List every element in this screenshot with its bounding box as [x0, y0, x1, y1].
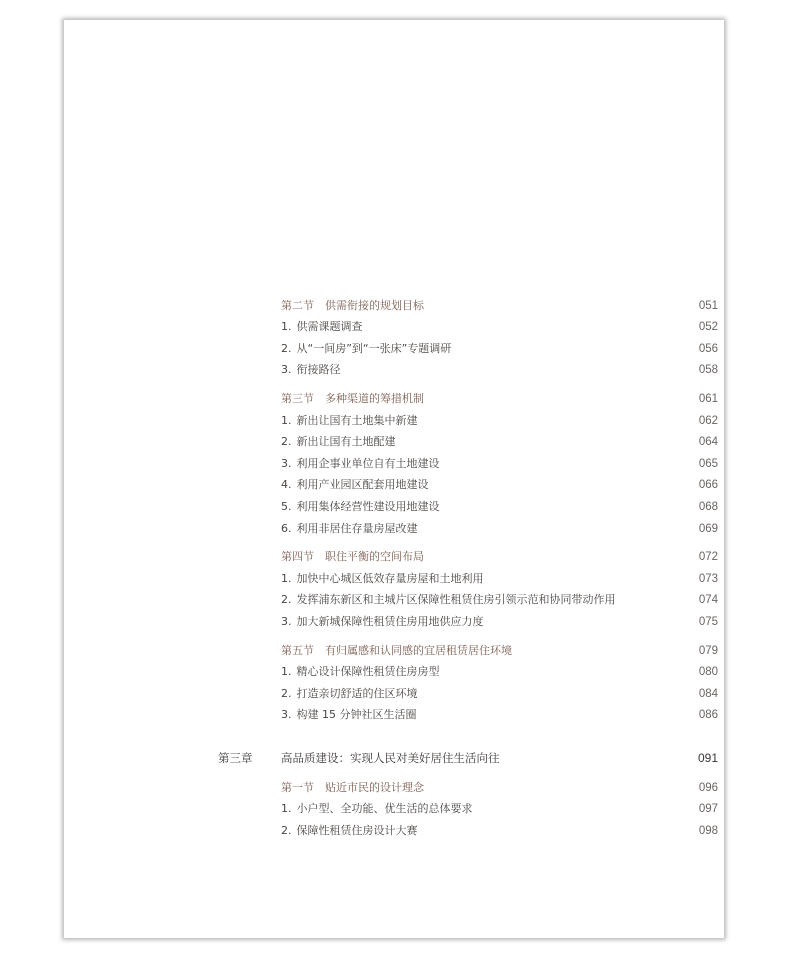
- item-title: 打造亲切舒适的住区环境: [296, 687, 418, 700]
- page-number: 084: [698, 688, 718, 700]
- page-number: 079: [698, 645, 718, 657]
- item-title: 利用非居住存量房屋改建: [296, 522, 418, 535]
- page-number: 061: [698, 393, 718, 405]
- page-number: 056: [698, 343, 718, 355]
- section-title: 贴近市民的设计理念: [325, 781, 424, 794]
- item-number: 2.: [281, 687, 292, 700]
- item-number: 1.: [281, 665, 292, 678]
- page-number: 058: [698, 364, 718, 376]
- page-number: 086: [698, 709, 718, 721]
- item-title: 加大新城保障性租赁住房用地供应力度: [296, 615, 484, 628]
- book-page: [64, 20, 724, 938]
- item-title: 新出让国有土地配建: [296, 435, 396, 448]
- chapter-title: 高品质建设：实现人民对美好居住生活向往: [281, 751, 500, 765]
- item-title: 发挥浦东新区和主城片区保障性租赁住房引领示范和协同带动作用: [296, 593, 616, 606]
- item-title: 保障性租赁住房设计大赛: [296, 824, 418, 837]
- item-title: 供需课题调查: [296, 320, 363, 333]
- item-title: 从“一间房”到“一张床”专题调研: [296, 342, 452, 355]
- item-title: 加快中心城区低效存量房屋和土地利用: [296, 572, 484, 585]
- section-title: 供需衔接的规划目标: [325, 299, 424, 312]
- item-number: 4.: [281, 478, 292, 491]
- section-number: 第一节: [281, 781, 314, 794]
- item-number: 3.: [281, 615, 292, 628]
- page-number: 051: [698, 300, 718, 312]
- section-number: 第二节: [281, 299, 314, 312]
- item-number: 6.: [281, 522, 292, 535]
- item-number: 1.: [281, 414, 292, 427]
- page-number: 074: [698, 594, 718, 606]
- section-number: 第五节: [281, 644, 314, 657]
- item-title: 衔接路径: [296, 363, 341, 376]
- page-number: 052: [698, 321, 718, 333]
- page-number: 064: [698, 436, 718, 448]
- item-number: 2.: [281, 593, 292, 606]
- item-number: 2.: [281, 435, 292, 448]
- table-of-contents: [64, 20, 724, 938]
- page-number: 069: [698, 523, 718, 535]
- page-number: 066: [698, 479, 718, 491]
- item-number: 3.: [281, 708, 292, 721]
- item-title: 新出让国有土地集中新建: [296, 414, 418, 427]
- item-number: 1.: [281, 802, 292, 815]
- page-number: 068: [698, 501, 718, 513]
- item-number: 5.: [281, 500, 292, 513]
- item-number: 3.: [281, 457, 292, 470]
- section-title: 有归属感和认同感的宜居租赁居住环境: [325, 644, 512, 657]
- item-title: 利用企事业单位自有土地建设: [296, 457, 440, 470]
- item-number: 1.: [281, 320, 292, 333]
- item-number: 2.: [281, 342, 292, 355]
- section-number: 第四节: [281, 550, 314, 563]
- page-number: 096: [698, 782, 718, 794]
- page-number: 062: [698, 415, 718, 427]
- chapter-number: 第三章: [218, 751, 253, 765]
- item-number: 3.: [281, 363, 292, 376]
- section-number: 第三节: [281, 392, 314, 405]
- item-number: 1.: [281, 572, 292, 585]
- item-title: 利用产业园区配套用地建设: [296, 478, 429, 491]
- page-number: 098: [698, 825, 718, 837]
- page-number: 072: [698, 551, 718, 563]
- page-number: 073: [698, 573, 718, 585]
- section-title: 多种渠道的筹措机制: [325, 392, 424, 405]
- item-title: 精心设计保障性租赁住房房型: [296, 665, 440, 678]
- page-number: 091: [697, 751, 718, 765]
- page-number: 075: [698, 616, 718, 628]
- item-number: 2.: [281, 824, 292, 837]
- page-number: 080: [698, 666, 718, 678]
- section-title: 职住平衡的空间布局: [325, 550, 424, 563]
- item-title: 构建 15 分钟社区生活圈: [296, 708, 417, 721]
- item-title: 小户型、全功能、优生活的总体要求: [296, 802, 473, 815]
- page-number: 065: [698, 458, 718, 470]
- item-title: 利用集体经营性建设用地建设: [296, 500, 440, 513]
- page-number: 097: [698, 803, 718, 815]
